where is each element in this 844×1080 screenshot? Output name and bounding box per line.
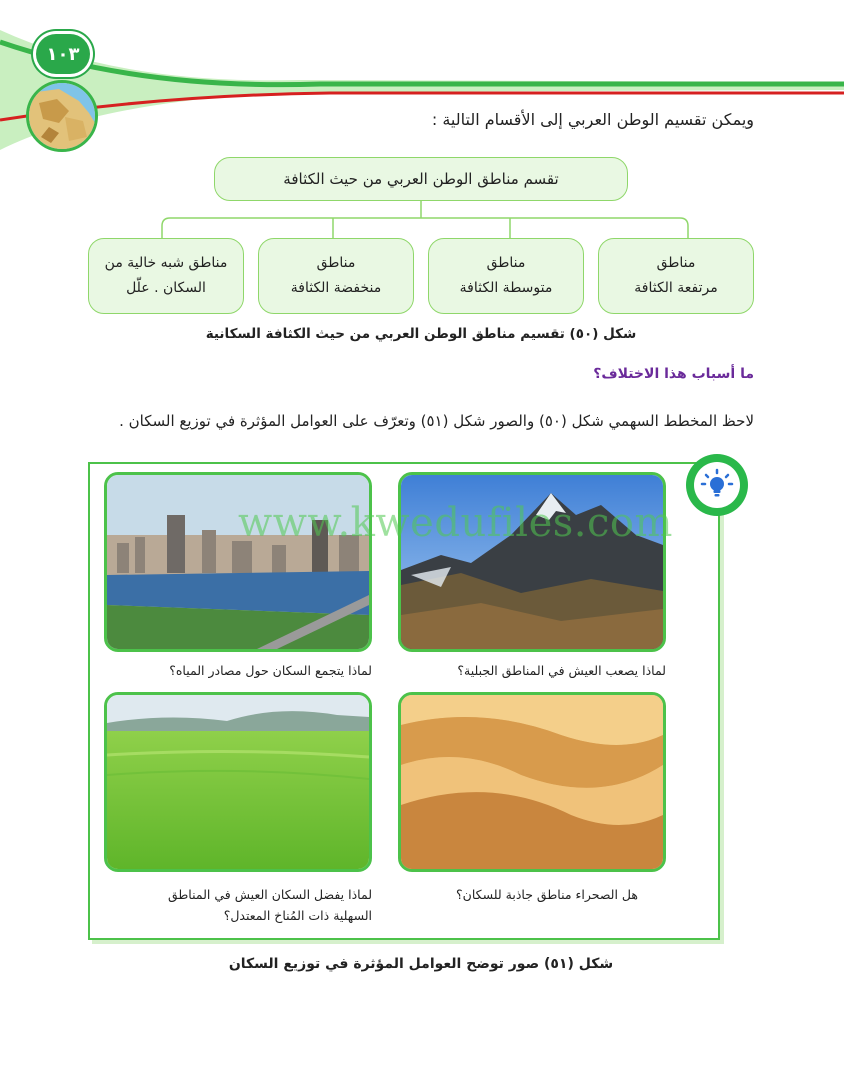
diagram-box-line2: مرتفعة الكثافة [634, 280, 718, 296]
photo-desert [398, 692, 666, 872]
photo-caption-grassland [104, 884, 372, 927]
diagram-box-line1: مناطق [486, 254, 526, 271]
photo-mountains [398, 472, 666, 652]
photo-city-river [104, 472, 372, 652]
intro-text: ويمكن تقسيم الوطن العربي إلى الأقسام التالية : [431, 110, 754, 129]
lightbulb-icon [686, 454, 748, 516]
figure50-caption: شكل (٥٠) تقسيم مناطق الوطن العربي من حيث الكثافة السكانية [205, 326, 637, 342]
diagram-root-label: تقسم مناطق الوطن العربي من حيث الكثافة [283, 169, 559, 188]
photo-grassland [104, 692, 372, 872]
diagram-root-box [214, 157, 628, 201]
diagram-box-line1: مناطق [656, 254, 696, 271]
photo-caption-desert: هل الصحراء مناطق جاذبة للسكان؟ [456, 887, 638, 902]
instruction-text: لاحظ المخطط السهمي شكل (٥٠) والصور شكل (٥١) وتعرّف على العوامل المؤثرة في توزيع السكان . [119, 412, 754, 430]
figure51-caption: شكل (٥١) صور توضح العوامل المؤثرة في توزيع السكان [228, 956, 614, 972]
watermark: www.kwedufiles.com [238, 500, 673, 546]
lightbulb-glyph [700, 468, 734, 502]
diagram-box-line1: مناطق [316, 254, 356, 271]
photo-caption-grassland-line1: لماذا يفضل السكان العيش في المناطق [167, 887, 372, 902]
diagram-box-line2: السكان . علّل [126, 280, 206, 296]
diagram-box-medium-density [428, 238, 584, 314]
diagram-box-high-density [598, 238, 754, 314]
grassland-image [107, 695, 369, 869]
question-heading: ما أسباب هذا الاختلاف؟ [593, 366, 754, 382]
diagram-box-line2: منخفضة الكثافة [290, 280, 382, 296]
diagram-box-almost-empty [88, 238, 244, 314]
photo-caption-mountains: لماذا يصعب العيش في المناطق الجبلية؟ [457, 663, 666, 678]
diagram-box-line1: مناطق شبه خالية من [104, 254, 228, 271]
page-number: ١٠٣ [46, 43, 80, 65]
desert-image [401, 695, 663, 869]
diagram-box-low-density [258, 238, 414, 314]
photo-caption-grassland-line2: السهلية ذات المُناخ المعتدل؟ [223, 908, 372, 924]
diagram-box-line2: متوسطة الكثافة [459, 280, 553, 296]
photo-caption-city: لماذا يتجمع السكان حول مصادر المياه؟ [169, 663, 372, 678]
